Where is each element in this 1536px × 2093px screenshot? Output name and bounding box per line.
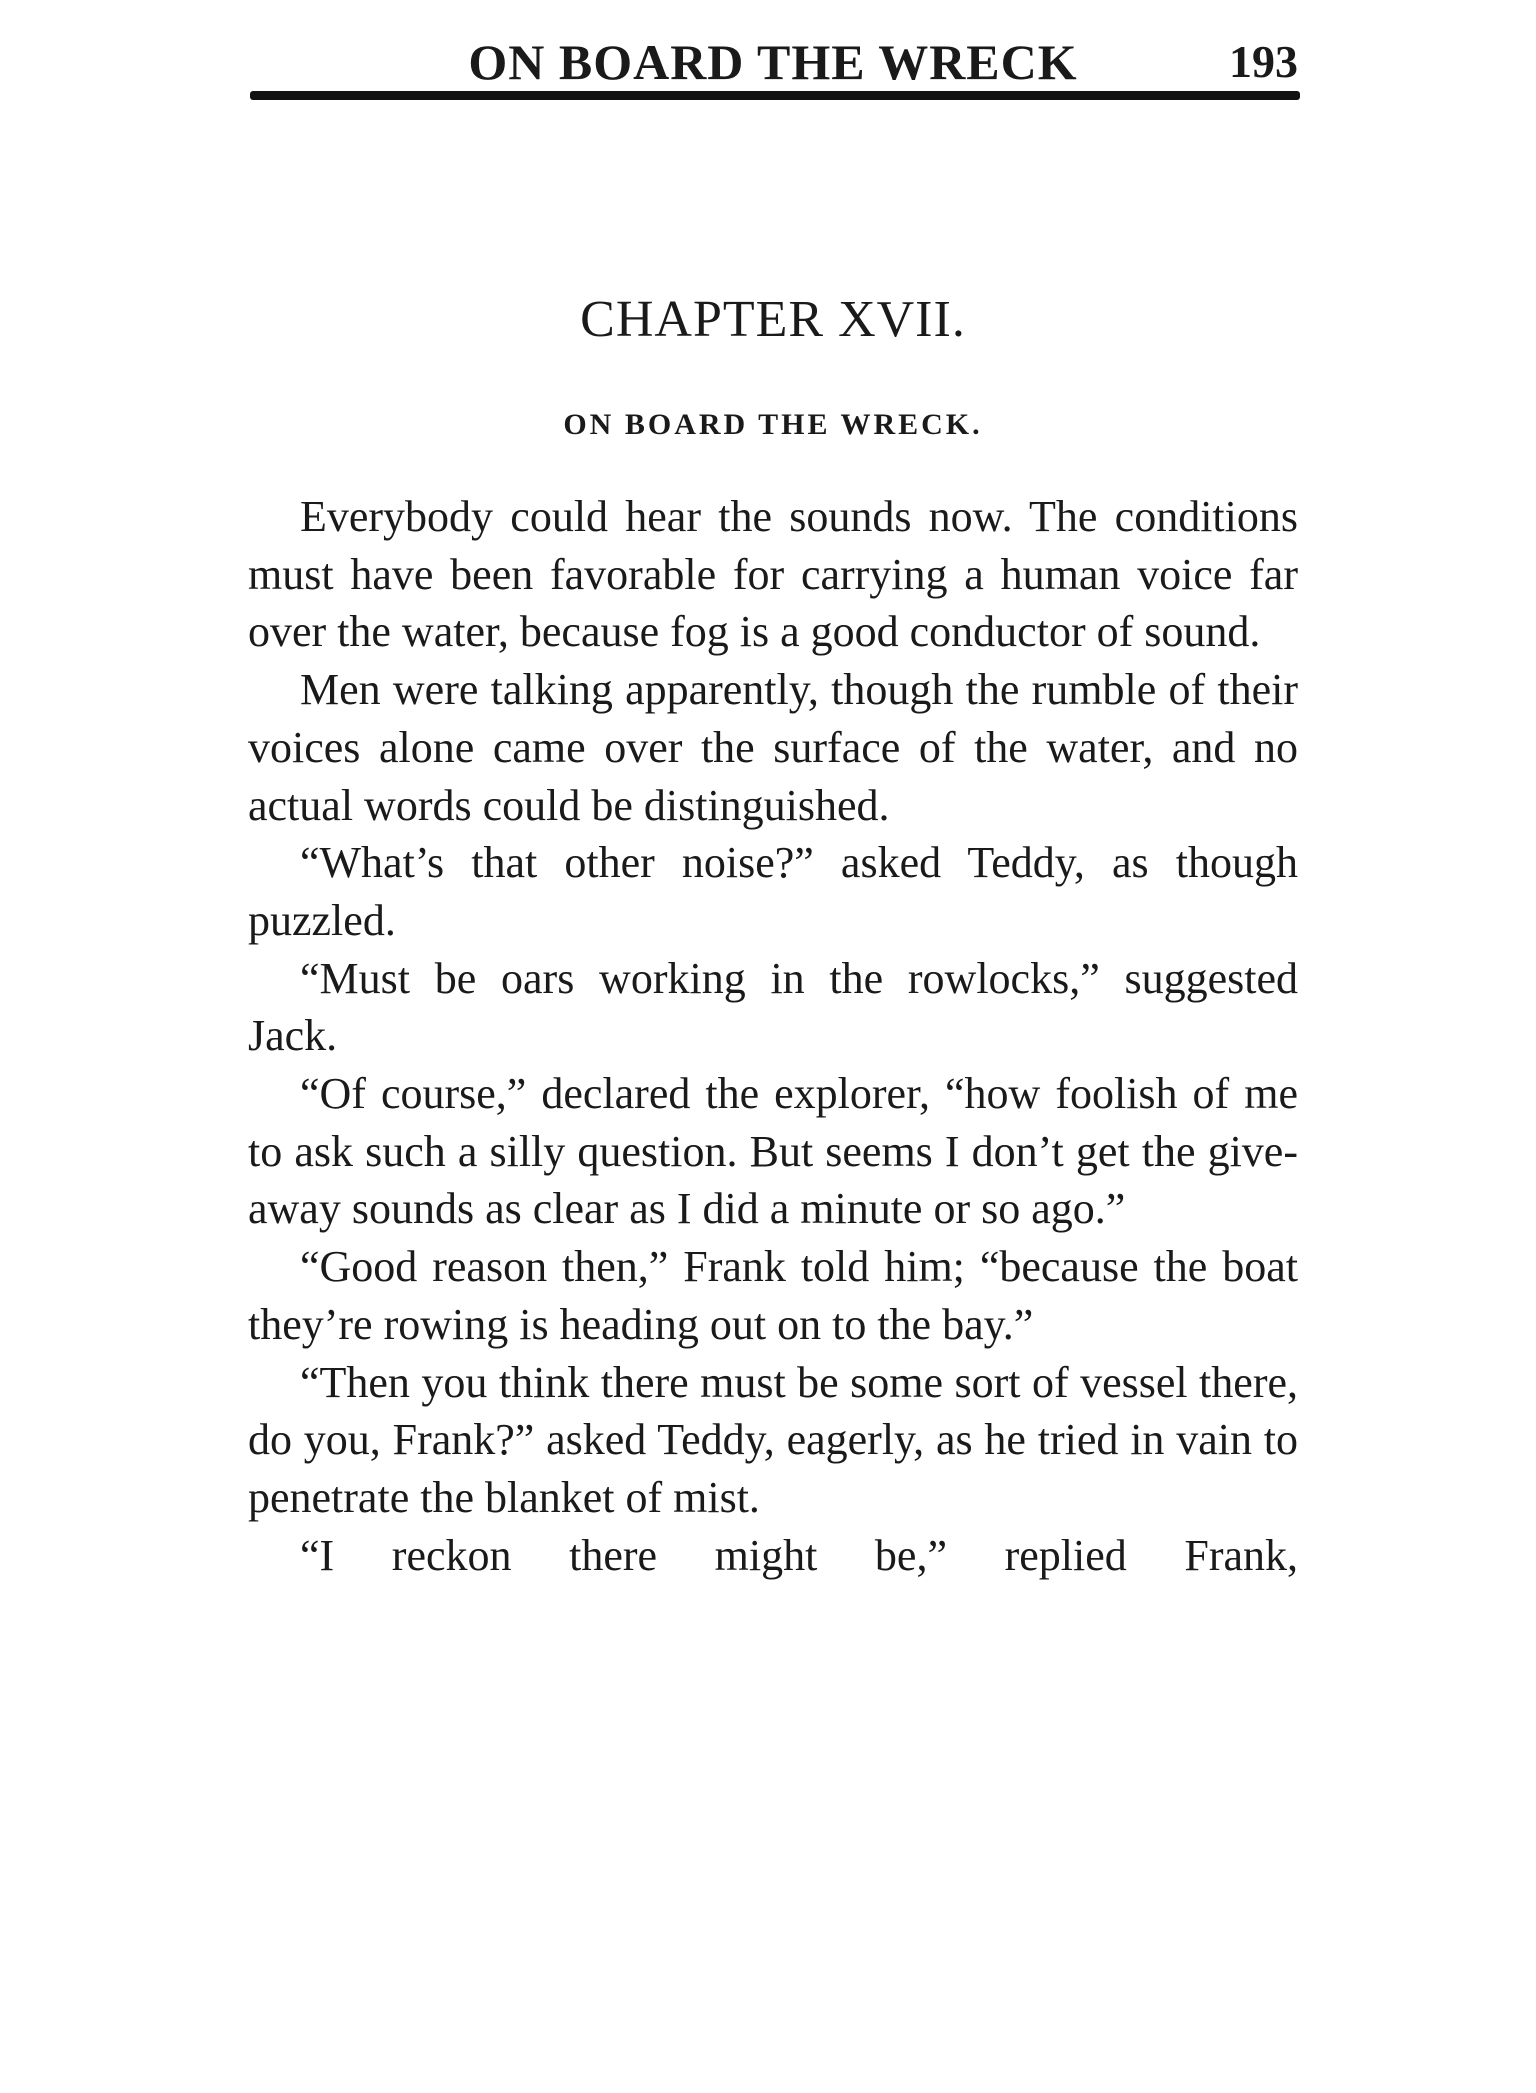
body-text: [248, 488, 1298, 1584]
running-head-title: ON BOARD THE WRECK: [468, 34, 1078, 90]
paragraph: Everybody could hear the sounds now. The conditions must have been favorable for carrying a human voice far over the water, because fog is a good conductor of sound.: [248, 492, 1298, 657]
page-number: 193: [1229, 36, 1298, 87]
paragraph: “What’s that other noise?” asked Teddy, as though puzzled.: [248, 838, 1298, 945]
paragraph-last-line: “I reckon there might be,” replied Frank,: [300, 1530, 1298, 1580]
chapter-subtitle: ON BOARD THE WRECK.: [563, 408, 983, 441]
paragraph: Men were talking apparently, though the rumble of their voices alone came over the surface of the water, and no actual words could be distinguished.: [248, 665, 1298, 830]
paragraph: “Must be oars working in the rowlocks,” suggested Jack.: [248, 953, 1298, 1061]
running-head: [248, 32, 1298, 92]
paragraph: “Then you think there must be some sort of vessel there, do you, Frank?” asked Teddy, eagerly, as he tried in vain to penetrate the blanket of mist.: [248, 1357, 1298, 1522]
header-rule: [250, 91, 1300, 100]
paragraph: “Of course,” declared the explorer, “how foolish of me to ask such a silly question. But seems I don’t get the give-away sounds as clear as I did a minute or so ago.”: [248, 1069, 1298, 1234]
paragraph: “Good reason then,” Frank told him; “because the boat they’re rowing is heading out on to the bay.”: [248, 1242, 1298, 1349]
chapter-title: CHAPTER XVII.: [580, 291, 966, 348]
